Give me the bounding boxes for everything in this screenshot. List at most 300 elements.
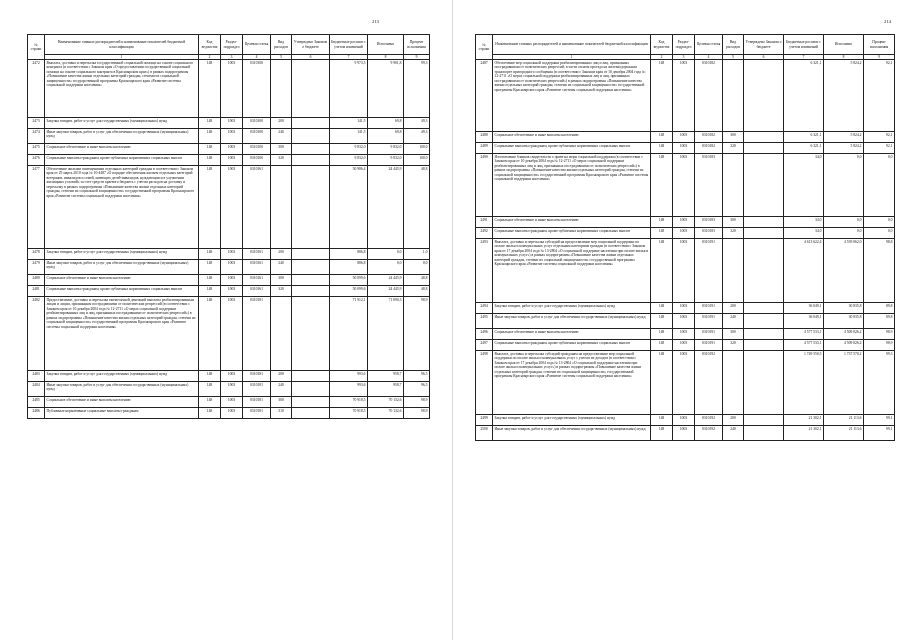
budget-cell: 886,8	[330, 249, 368, 260]
expense-type-cell	[271, 297, 292, 371]
budget-cell: 70 918,5	[330, 408, 368, 419]
table-row	[476, 351, 895, 415]
percent-cell: 98,9	[864, 340, 895, 351]
header-percent: Процент исполнения	[864, 35, 895, 55]
budget-cell: 886,8	[330, 260, 368, 275]
approved-cell	[744, 239, 784, 303]
executed-cell: 4 509 026,2	[824, 329, 864, 340]
dept-code-cell: 148	[651, 415, 673, 426]
table-row	[28, 408, 430, 419]
approved-cell	[292, 166, 330, 249]
column-number: 4	[243, 55, 271, 60]
executed-cell: 24 445,9	[368, 166, 404, 249]
target-article-cell: 0310181	[243, 371, 271, 382]
section-cell: 1003	[673, 217, 695, 228]
approved-cell	[292, 129, 330, 144]
dept-code-cell: 148	[199, 155, 221, 166]
executed-cell: 1 737 570,2	[824, 351, 864, 415]
section-cell: 1003	[673, 415, 695, 426]
name-cell: Закупка товаров, работ и услуг для государственных (муниципальных) нужд	[493, 303, 651, 314]
target-article-cell: 0310192	[695, 351, 723, 415]
budget-cell: 34,0	[784, 228, 824, 239]
budget-cell: 141,5	[330, 129, 368, 144]
dept-code-cell: 148	[651, 340, 673, 351]
table-row	[28, 155, 430, 166]
approved-cell	[292, 371, 330, 382]
dept-code-cell: 148	[199, 60, 221, 118]
approved-cell	[744, 415, 784, 426]
row-number-cell: 2487	[476, 60, 493, 132]
target-article-cell: 0310191	[695, 340, 723, 351]
row-number-cell: 2490	[476, 154, 493, 217]
percent-cell: 89,8	[864, 303, 895, 314]
approved-cell	[744, 60, 784, 132]
name-cell: Обеспечение мер социальной поддержки реабилитированных лиц и лиц, признанных пострадавшими от политических репрессий, в части оплаты проезда на железнодорожном транспорте пригородного сообщения (в соответствии с Законом края от 10 декабря 2004 года № 12-2711 «О мерах социальной поддержки реабилитированных лиц и лиц, признанных пострадавшими от политических репрессий») в рамках подпрограммы «Повышение качества жизни отдельных категорий граждан, степени их социальной защищенности» государственной программы Красноярского края «Развитие системы социальной поддержки населения»	[493, 60, 651, 132]
row-number-cell: 2475	[28, 144, 45, 155]
table-row	[476, 426, 895, 441]
target-article-cell: 0310192	[695, 426, 723, 441]
column-number: 9	[404, 55, 430, 60]
approved-cell	[292, 382, 330, 397]
section-cell: 1003	[673, 303, 695, 314]
budget-table	[475, 34, 895, 441]
row-number-cell: 2480	[28, 275, 45, 286]
dept-code-cell: 148	[651, 60, 673, 132]
percent-cell: 89,8	[864, 314, 895, 329]
dept-code-cell: 148	[199, 118, 221, 129]
approved-cell	[292, 155, 330, 166]
percent-cell: 1,0	[404, 249, 430, 260]
header-section: Раздел-подраздел	[221, 35, 243, 55]
header-executed: Исполнено	[368, 35, 404, 55]
percent-cell: 0,0	[404, 260, 430, 275]
executed-cell: 958,7	[368, 382, 404, 397]
approved-cell	[744, 340, 784, 351]
approved-cell	[292, 397, 330, 408]
percent-cell: 99,1	[864, 426, 895, 441]
header-name: Наименование главных распорядителей и наименование показателей бюджетной классификации	[45, 35, 199, 55]
section-cell: 1003	[673, 239, 695, 303]
target-article-cell: 0310191	[695, 303, 723, 314]
table-header	[476, 35, 895, 55]
row-number-cell: 2485	[28, 397, 45, 408]
target-article-cell: 0310100	[243, 60, 271, 118]
target-article-cell: 0310182	[695, 132, 723, 143]
row-number-cell: 2476	[28, 155, 45, 166]
executed-cell: 21 113,6	[824, 415, 864, 426]
budget-table	[27, 34, 430, 419]
budget-cell: 50 099,6	[330, 275, 368, 286]
expense-type-cell: 300	[723, 132, 744, 143]
budget-cell: 34,0	[784, 217, 824, 228]
table-row	[476, 217, 895, 228]
percent-cell: 49,3	[404, 118, 430, 129]
budget-cell: 993,6	[330, 382, 368, 397]
header-exptype: Вид расходов	[271, 35, 292, 55]
row-number-cell: 2474	[28, 129, 45, 144]
dept-code-cell: 148	[199, 297, 221, 371]
approved-cell	[292, 297, 330, 371]
percent-cell: 92,1	[864, 143, 895, 154]
name-cell: Изготовление бланков свидетельств о праве на меры социальной поддержки (в соответствии с Законом края от 10 декабря 2004 года № 12-2711 «О мерах социальной поддержки реабилитированных лиц и лиц, признанных пострадавшими от политических репрессий») в рамках подпрограммы «Повышение качества жизни отдельных категорий граждан, степени их социальной защищенности» государственной программы Красноярского края «Развитие системы социальной поддержки населения»	[493, 154, 651, 217]
budget-cell: 4 577 533,1	[784, 340, 824, 351]
expense-type-cell	[723, 239, 744, 303]
budget-cell: 36 049,1	[784, 314, 824, 329]
name-cell: Выплата, доставка и пересылка субсидий гражданам на предоставление мер социальной поддержки по оплате жилья и коммунальных услуг с учетом их доходов (в соответствии с Законом края от 17 декабря 2004 года № 13-2804 «О социальной поддержке населения при оплате жилья и коммунальных услуг») в рамках подпрограммы «Повышение качества жизни отдельных категорий граждан, степени их социальной защищенности» государственной программы Красноярского края «Развитие системы социальной поддержки населения»	[493, 351, 651, 415]
expense-type-cell: 200	[271, 118, 292, 129]
budget-cell: 71 912,1	[330, 297, 368, 371]
percent-cell: 48,8	[404, 286, 430, 297]
section-cell: 1003	[673, 60, 695, 132]
dept-code-cell: 148	[651, 329, 673, 340]
table-row	[28, 144, 430, 155]
percent-cell: 92,1	[864, 60, 895, 132]
approved-cell	[744, 228, 784, 239]
expense-type-cell: 310	[271, 408, 292, 419]
column-number: 2	[651, 55, 673, 60]
row-number-cell: 2489	[476, 143, 493, 154]
header-approved: Утверждено Законом о бюджете	[744, 35, 784, 55]
name-cell: Социальное обеспечение и иные выплаты населению	[45, 397, 199, 408]
row-number-cell: 2495	[476, 314, 493, 329]
section-cell: 1003	[673, 154, 695, 217]
dept-code-cell: 148	[199, 129, 221, 144]
column-number: 3	[221, 55, 243, 60]
target-article-cell: 0310100	[243, 129, 271, 144]
section-cell: 1003	[221, 166, 243, 249]
column-number: 5	[723, 55, 744, 60]
expense-type-cell	[723, 60, 744, 132]
table-row	[28, 60, 430, 118]
expense-type-cell: 240	[271, 382, 292, 397]
section-cell: 1003	[673, 351, 695, 415]
expense-type-cell: 300	[723, 329, 744, 340]
percent-cell: 98,9	[404, 397, 430, 408]
header-executed: Исполнено	[824, 35, 864, 55]
dept-code-cell: 148	[651, 351, 673, 415]
expense-type-cell: 200	[271, 371, 292, 382]
target-article-cell: 0310181	[243, 297, 271, 371]
row-number-cell: 2499	[476, 415, 493, 426]
name-cell: Иные закупки товаров, работ и услуг для обеспечения государственных (муниципальных) нужд	[45, 260, 199, 275]
expense-type-cell: 240	[271, 129, 292, 144]
column-number: 2	[199, 55, 221, 60]
row-number-cell: 2497	[476, 340, 493, 351]
section-cell: 1003	[673, 426, 695, 441]
table-row	[476, 239, 895, 303]
name-cell: Социальное обеспечение и иные выплаты населению	[493, 329, 651, 340]
percent-cell: 0,0	[864, 228, 895, 239]
row-number-cell: 2486	[28, 408, 45, 419]
name-cell: Социальные выплаты гражданам, кроме публичных нормативных социальных выплат	[45, 286, 199, 297]
table-row	[28, 397, 430, 408]
percent-cell: 48,8	[404, 166, 430, 249]
column-number: 6	[292, 55, 330, 60]
percent-cell: 98,9	[404, 408, 430, 419]
budget-cell: 9 832,0	[330, 155, 368, 166]
executed-cell: 70 132,6	[368, 408, 404, 419]
column-number: 3	[673, 55, 695, 60]
name-cell: Социальные выплаты гражданам, кроме публичных нормативных социальных выплат	[493, 143, 651, 154]
target-article-cell: 0310192	[695, 415, 723, 426]
approved-cell	[292, 249, 330, 260]
row-number-cell: 2473	[28, 118, 45, 129]
table-row	[28, 118, 430, 129]
table-row	[476, 143, 895, 154]
target-article-cell: 0310183	[695, 228, 723, 239]
dept-code-cell: 148	[651, 228, 673, 239]
executed-cell: 0,0	[824, 217, 864, 228]
header-percent: Процент исполнения	[404, 35, 430, 55]
row-number-cell: 2488	[476, 132, 493, 143]
row-number-cell: 2496	[476, 329, 493, 340]
target-article-cell: 0310181	[243, 382, 271, 397]
section-cell: 1003	[221, 260, 243, 275]
row-number-cell: 2481	[28, 286, 45, 297]
budget-cell: 993,6	[330, 371, 368, 382]
dept-code-cell: 148	[199, 286, 221, 297]
row-number-cell: 2491	[476, 217, 493, 228]
dept-code-cell: 148	[199, 144, 221, 155]
approved-cell	[744, 314, 784, 329]
section-cell: 1003	[221, 249, 243, 260]
expense-type-cell: 240	[723, 314, 744, 329]
dept-code-cell: 148	[651, 314, 673, 329]
approved-cell	[744, 217, 784, 228]
approved-cell	[292, 408, 330, 419]
expense-type-cell: 300	[271, 275, 292, 286]
target-article-cell: 0310100	[243, 144, 271, 155]
expense-type-cell: 200	[723, 415, 744, 426]
target-article-cell: 0310100	[243, 118, 271, 129]
right-page	[453, 0, 905, 640]
column-number: 1	[493, 55, 651, 60]
table-row	[476, 340, 895, 351]
row-number-cell: 2477	[28, 166, 45, 249]
budget-cell: 6 321,1	[784, 132, 824, 143]
budget-cell: 34,0	[784, 154, 824, 217]
name-cell: Социальное обеспечение и иные выплаты населению	[45, 144, 199, 155]
row-number-cell: 2484	[28, 382, 45, 397]
column-number: 7	[784, 55, 824, 60]
table-row	[476, 303, 895, 314]
target-article-cell: 0310181	[243, 408, 271, 419]
executed-cell: 9 832,0	[368, 155, 404, 166]
page-number: 214	[884, 19, 891, 24]
name-cell: Закупка товаров, работ и услуг для государственных (муниципальных) нужд	[45, 371, 199, 382]
expense-type-cell: 320	[723, 228, 744, 239]
left-page	[0, 0, 452, 640]
row-number-cell: 2498	[476, 351, 493, 415]
section-cell: 1003	[221, 155, 243, 166]
target-article-cell: 0310191	[695, 314, 723, 329]
name-cell: Закупка товаров, работ и услуг для государственных (муниципальных) нужд	[45, 118, 199, 129]
expense-type-cell: 240	[271, 260, 292, 275]
percent-cell: 98,9	[404, 297, 430, 371]
approved-cell	[744, 154, 784, 217]
name-cell: Предоставление, доставка и пересылка ежемесячной денежной выплаты реабилитированным лицам и лицам, признанным пострадавшими от политических репрессий (в соответствии с Законом края от 10 декабря 2004 года № 12-2711 «О мерах социальной поддержки реабилитированных лиц и лиц, признанных пострадавшими от политических репрессий») в рамках подпрограммы «Повышение качества жизни отдельных категорий граждан, степени их социальной защищенности» государственной программы Красноярского края «Развитие системы социальной поддержки населения»	[45, 297, 199, 371]
dept-code-cell: 148	[651, 154, 673, 217]
header-row-no: № строки	[28, 35, 45, 60]
section-cell: 1003	[221, 297, 243, 371]
header-dept: Код ведомства	[199, 35, 221, 55]
header-exptype: Вид расходов	[723, 35, 744, 55]
row-number-cell: 2472	[28, 60, 45, 118]
name-cell: Выплата, доставка и пересылка государственной социальной помощи на основе социального контракта (в соответствии с Законом края «О предоставлении государственной социальной помощи на основе социального контракта в Красноярском крае») в рамках подпрограммы «Повышение качества жизни отдельных категорий граждан, степени их социальной защищенности» государственной программы Красноярского края «Развитие системы социальной поддержки населения»	[45, 60, 199, 118]
table-row	[28, 129, 430, 144]
name-cell: Иные закупки товаров, работ и услуг для обеспечения государственных (муниципальных) нужд	[45, 129, 199, 144]
target-article-cell: 0310100	[243, 155, 271, 166]
approved-cell	[744, 351, 784, 415]
approved-cell	[292, 260, 330, 275]
column-number: 4	[695, 55, 723, 60]
section-cell: 1003	[673, 228, 695, 239]
table-row	[476, 329, 895, 340]
header-approved: Утверждено Законом о бюджете	[292, 35, 330, 55]
approved-cell	[292, 144, 330, 155]
section-cell: 1003	[221, 382, 243, 397]
budget-cell: 50 986,4	[330, 166, 368, 249]
section-cell: 1003	[221, 408, 243, 419]
name-cell: Закупка товаров, работ и услуг для государственных (муниципальных) нужд	[45, 249, 199, 260]
budget-cell: 21 302,1	[784, 426, 824, 441]
table-row	[28, 286, 430, 297]
row-number-cell: 2492	[476, 228, 493, 239]
section-cell: 1003	[221, 129, 243, 144]
table-body	[28, 60, 430, 419]
dept-code-cell: 148	[199, 166, 221, 249]
name-cell: Иные закупки товаров, работ и услуг для обеспечения государственных (муниципальных) нужд	[493, 314, 651, 329]
row-number-cell: 2493	[476, 239, 493, 303]
header-row-no: № строки	[476, 35, 493, 60]
dept-code-cell: 148	[199, 260, 221, 275]
header-dept: Код ведомства	[651, 35, 673, 55]
name-cell: Социальное обеспечение и иные выплаты населению	[493, 132, 651, 143]
name-cell: Социальные выплаты гражданам, кроме публичных нормативных социальных выплат	[493, 340, 651, 351]
table-header	[28, 35, 430, 55]
row-number-cell: 2494	[476, 303, 493, 314]
executed-cell: 4 509 026,2	[824, 340, 864, 351]
expense-type-cell	[723, 351, 744, 415]
executed-cell: 71 090,3	[368, 297, 404, 371]
expense-type-cell: 200	[723, 303, 744, 314]
percent-cell: 99,3	[864, 351, 895, 415]
percent-cell: 0,0	[864, 217, 895, 228]
percent-cell: 100,0	[404, 155, 430, 166]
table-row	[28, 260, 430, 275]
expense-type-cell: 320	[723, 143, 744, 154]
column-number: 9	[864, 55, 895, 60]
executed-cell: 69,8	[368, 118, 404, 129]
percent-cell: 100,0	[404, 144, 430, 155]
table-row	[476, 228, 895, 239]
target-article-cell: 0310183	[695, 217, 723, 228]
section-cell: 1003	[673, 143, 695, 154]
percent-cell: 98,9	[864, 329, 895, 340]
table-row	[476, 60, 895, 132]
expense-type-cell: 300	[271, 397, 292, 408]
target-article-cell: 0310182	[695, 60, 723, 132]
budget-cell: 9 973,5	[330, 60, 368, 118]
executed-cell: 9 901,8	[368, 60, 404, 118]
dept-code-cell: 148	[199, 275, 221, 286]
percent-cell: 96,5	[404, 382, 430, 397]
column-number: 8	[824, 55, 864, 60]
table-row	[28, 371, 430, 382]
row-number-cell: 2483	[28, 371, 45, 382]
dept-code-cell: 148	[199, 397, 221, 408]
executed-cell: 30 835,8	[824, 314, 864, 329]
target-article-cell: 0310181	[243, 397, 271, 408]
target-article-cell: 0310161	[243, 275, 271, 286]
target-article-cell: 0310161	[243, 286, 271, 297]
section-cell: 1003	[221, 371, 243, 382]
expense-type-cell: 300	[723, 217, 744, 228]
section-cell: 1003	[221, 275, 243, 286]
approved-cell	[292, 60, 330, 118]
executed-cell: 5 824,2	[824, 143, 864, 154]
row-number-cell: 2479	[28, 260, 45, 275]
column-number: 8	[368, 55, 404, 60]
expense-type-cell: 320	[723, 340, 744, 351]
table-row	[476, 415, 895, 426]
table-row	[28, 297, 430, 371]
expense-type-cell: 200	[271, 249, 292, 260]
approved-cell	[744, 303, 784, 314]
approved-cell	[292, 118, 330, 129]
column-number: 1	[45, 55, 199, 60]
dept-code-cell: 148	[651, 143, 673, 154]
budget-cell: 70 918,5	[330, 397, 368, 408]
target-article-cell: 0310191	[695, 329, 723, 340]
executed-cell: 21 113,6	[824, 426, 864, 441]
name-cell: Социальное обеспечение и иные выплаты населению	[493, 217, 651, 228]
target-article-cell: 0310183	[695, 154, 723, 217]
name-cell: Закупка товаров, работ и услуг для государственных (муниципальных) нужд	[493, 415, 651, 426]
percent-cell: 0,0	[864, 154, 895, 217]
table-row	[476, 314, 895, 329]
expense-type-cell: 320	[271, 286, 292, 297]
table-row	[28, 382, 430, 397]
budget-cell: 1 749 550,5	[784, 351, 824, 415]
approved-cell	[292, 275, 330, 286]
approved-cell	[292, 286, 330, 297]
expense-type-cell: 320	[271, 155, 292, 166]
budget-cell: 4 613 622,4	[784, 239, 824, 303]
section-cell: 1003	[221, 60, 243, 118]
expense-type-cell: 300	[271, 144, 292, 155]
budget-cell: 6 321,1	[784, 60, 824, 132]
approved-cell	[744, 143, 784, 154]
percent-cell: 99,3	[404, 60, 430, 118]
section-cell: 1003	[221, 286, 243, 297]
executed-cell: 30 835,8	[824, 303, 864, 314]
table-row	[476, 154, 895, 217]
header-budget: Бюджетные росписи с учетом изменений	[330, 35, 368, 55]
executed-cell: 0,0	[824, 154, 864, 217]
budget-cell: 9 832,0	[330, 144, 368, 155]
header-budget: Бюджетные росписи с учетом изменений	[784, 35, 824, 55]
dept-code-cell: 148	[651, 426, 673, 441]
executed-cell: 69,8	[368, 129, 404, 144]
row-number-cell: 2500	[476, 426, 493, 441]
name-cell: Иные закупки товаров, работ и услуг для обеспечения государственных (муниципальных) нужд	[45, 382, 199, 397]
column-number: 5	[271, 55, 292, 60]
percent-cell: 49,3	[404, 129, 430, 144]
dept-code-cell: 148	[651, 239, 673, 303]
header-target: Целевая статья	[243, 35, 271, 55]
approved-cell	[744, 426, 784, 441]
